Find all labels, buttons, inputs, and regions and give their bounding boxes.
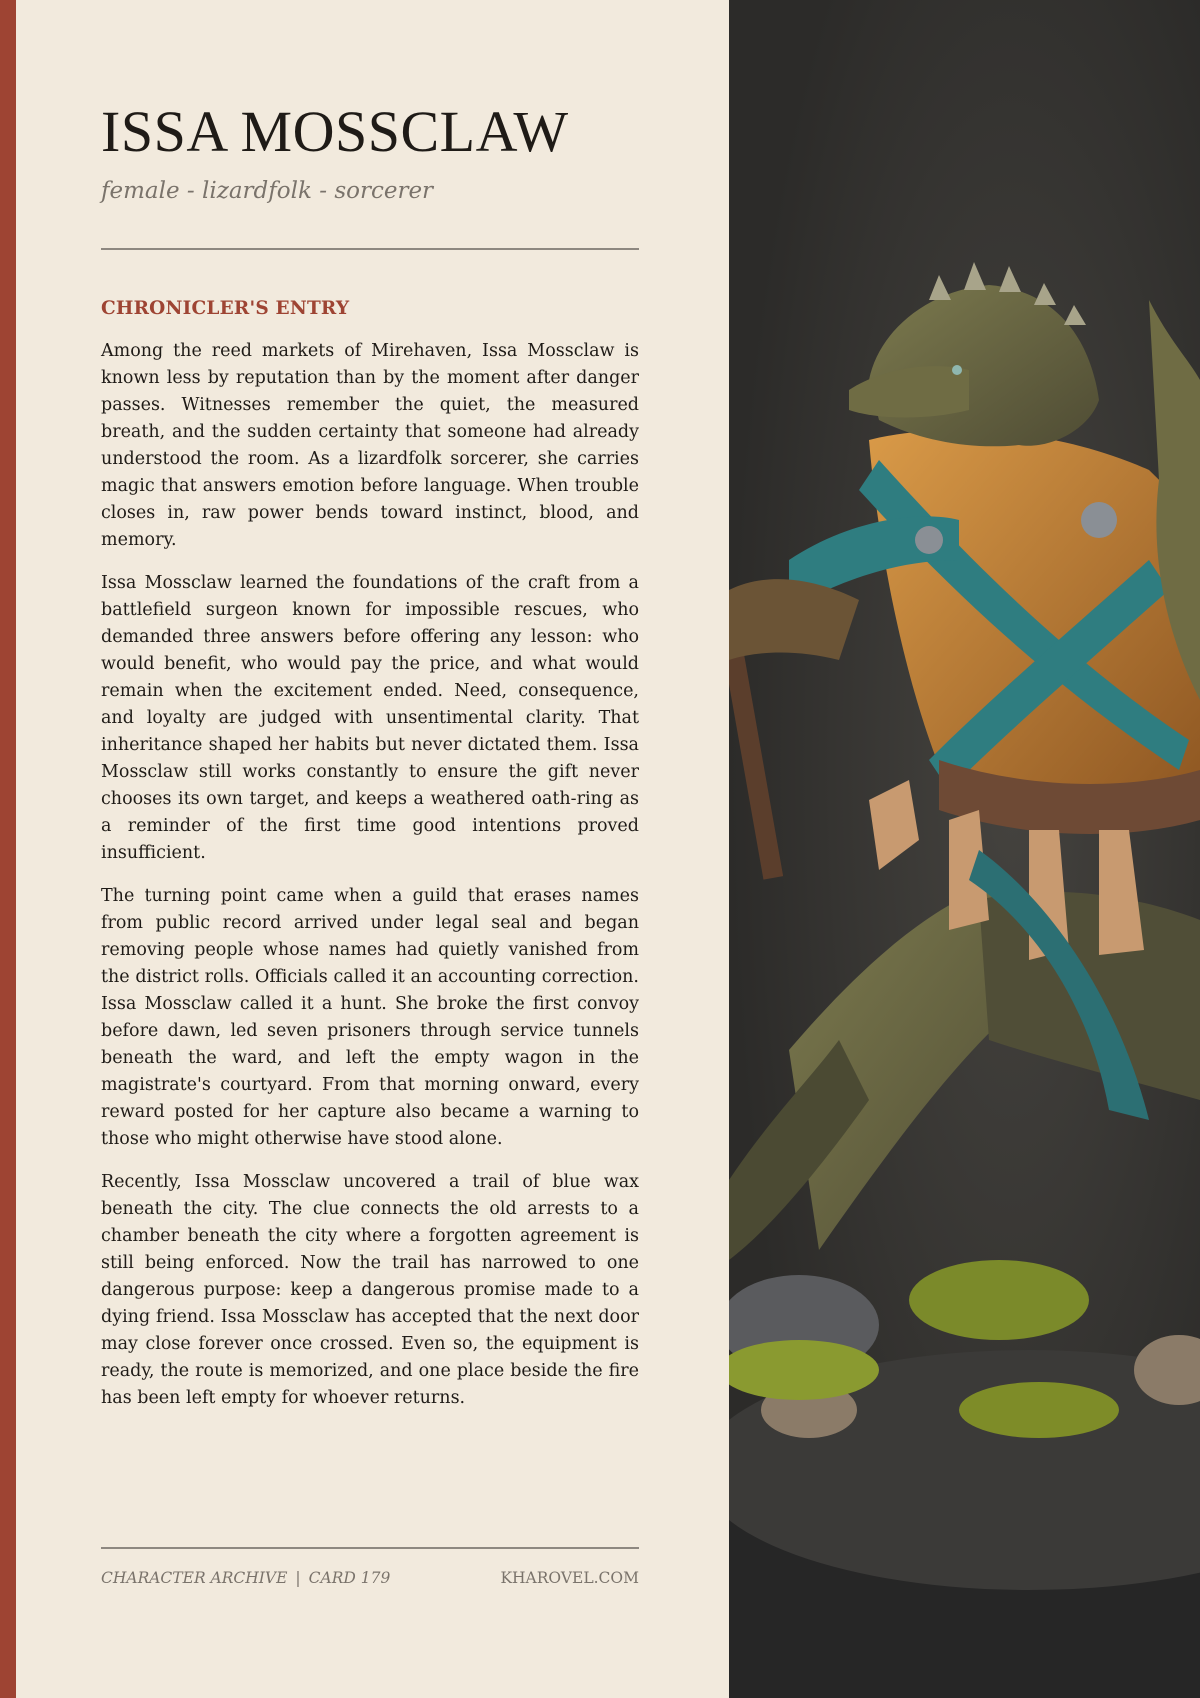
footer-separator: | — [295, 1569, 301, 1587]
accent-bar — [0, 0, 16, 1698]
bottom-divider — [101, 1547, 639, 1549]
lizardfolk-miniature-illustration — [729, 0, 1200, 1698]
footer-card-number: CARD 179 — [308, 1569, 391, 1587]
character-card-text — [101, 0, 639, 1698]
character-name: ISSA MOSSCLAW — [101, 99, 569, 164]
paragraph-1: Among the reed markets of Mirehaven, Issa Mossclaw is known less by reputation than by the moment after danger passes. Witnesses remember the quiet, the measured breath, and the sudden certainty that someone had already understood the room. As a lizardfolk sorcerer, she carries magic that answers emotion before language. When trouble closes in, raw power bends toward instinct, blood, and memory. — [101, 341, 639, 550]
section-heading: CHRONICLER'S ENTRY — [101, 298, 350, 319]
paragraph-3: The turning point came when a guild that erases names from public record arrived under legal seal and began removing people whose names had quietly vanished from the district rolls. Officials called it an accounting correction. Issa Mossclaw called it a hunt. She broke the first convoy before dawn, led seven prisoners through service tunnels beneath the ward, and left the empty wagon in the magistrate's courtyard. From that morning onward, every reward posted for her capture also became a warning to those who might otherwise have stood alone. — [101, 886, 639, 1149]
paragraph-2: Issa Mossclaw learned the foundations of the craft from a battlefield surgeon known for impossible rescues, who demanded three answers before offering any lesson: who would benefit, who would pay the price, and what would remain when the excitement ended. Need, consequence, and loyalty are judged with unsentimental clarity. That inheritance shaped her habits but never dictated them. Issa Mossclaw still works constantly to ensure the gift never chooses its own target, and keeps a weathered oath-ring as a reminder of the first time good intentions proved insufficient. — [101, 573, 639, 863]
footer-archive — [101, 1569, 390, 1587]
miniature-photo — [729, 0, 1200, 1698]
footer-site: KHAROVEL.COM — [500, 1569, 639, 1587]
top-divider — [101, 248, 639, 250]
chronicle-body — [101, 338, 639, 1428]
footer-archive-label: CHARACTER ARCHIVE — [101, 1569, 288, 1587]
paragraph-4: Recently, Issa Mossclaw uncovered a trail of blue wax beneath the city. The clue connects the old arrests to a chamber beneath the city where a forgotten agreement is still being enforced. Now the trail has narrowed to one dangerous purpose: keep a dangerous promise made to a dying friend. Issa Mossclaw has accepted that the next door may close forever once crossed. Even so, the equipment is ready, the route is memorized, and one place beside the fire has been left empty for whoever returns. — [101, 1172, 639, 1408]
character-subtitle: female - lizardfolk - sorcerer — [101, 178, 434, 204]
